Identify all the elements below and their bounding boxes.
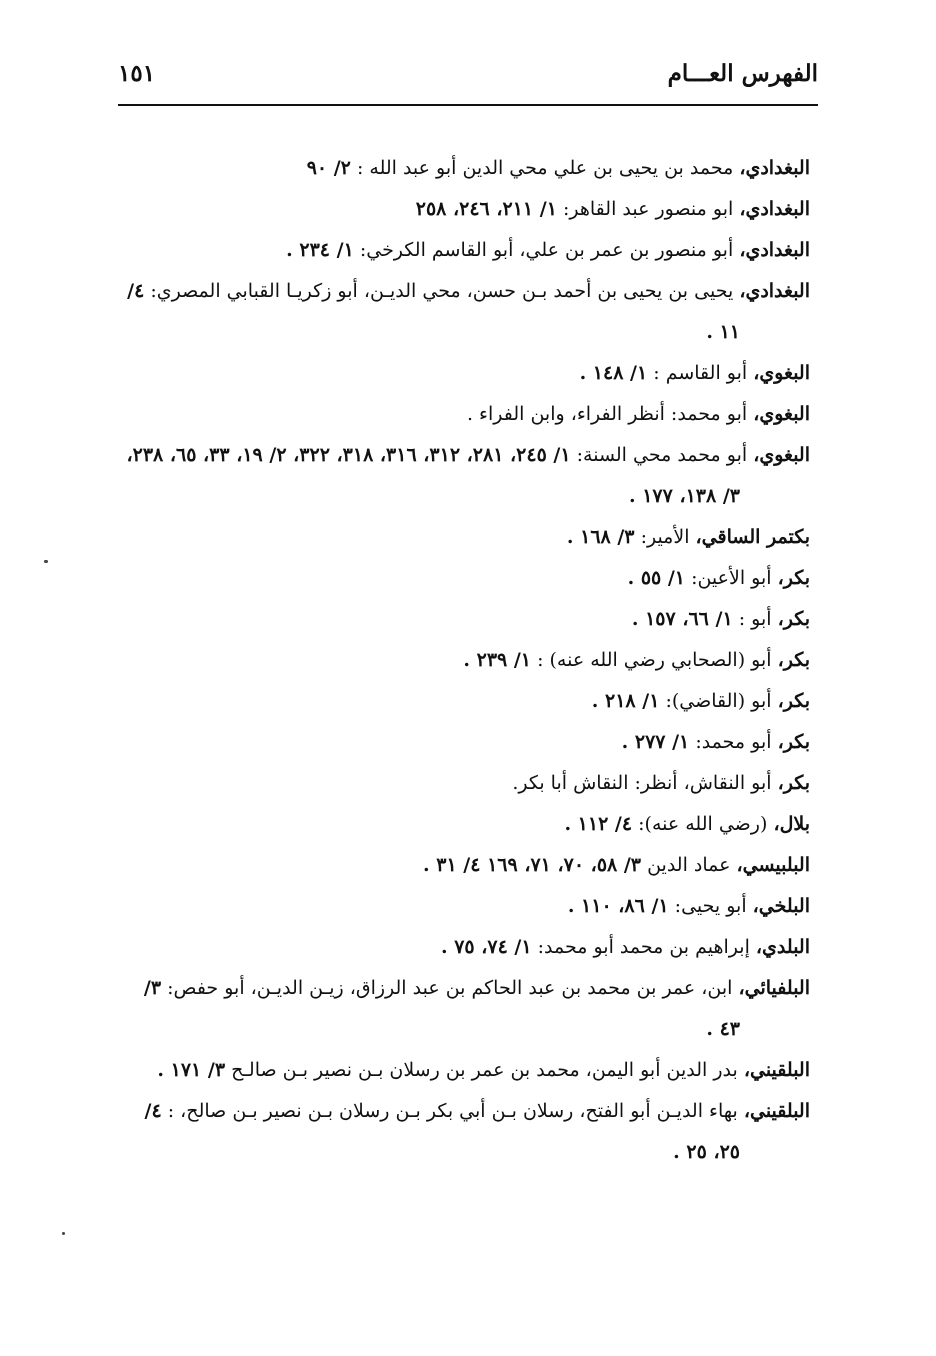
entry-name: البغوي، bbox=[753, 444, 810, 466]
entry-description: أبو القاسم : bbox=[653, 362, 748, 384]
index-entry bbox=[118, 640, 810, 681]
print-speck bbox=[62, 1232, 65, 1235]
header-rule bbox=[118, 104, 818, 106]
entry-references: ١/ ٥٥ . bbox=[627, 567, 686, 589]
entry-description: أبو يحيى: bbox=[674, 895, 747, 917]
entry-name: بكر، bbox=[777, 731, 810, 753]
entry-name: بكر، bbox=[777, 649, 810, 671]
index-entry bbox=[118, 599, 810, 640]
entry-name: بكر، bbox=[777, 772, 810, 794]
index-entry bbox=[118, 968, 810, 1050]
entry-references: ١/ ٨٦، ١١٠ . bbox=[567, 895, 669, 917]
entry-references: ٣/ ٥٨، ٧٠، ٧١، ١٦٩ ٤/ ٣١ . bbox=[423, 854, 642, 876]
entry-references: ١/ ٢٣٤ . bbox=[286, 239, 354, 261]
entry-name: البغوي، bbox=[753, 362, 810, 384]
running-title: الفهرس العـــام bbox=[667, 60, 818, 87]
index-entry bbox=[118, 722, 810, 763]
entry-description: محمد بن يحيى بن علي محي الدين أبو عبد الله : bbox=[356, 157, 734, 179]
index-entry bbox=[118, 763, 810, 804]
entry-name: البلفيائي، bbox=[738, 977, 810, 999]
entry-description: بهاء الديـن أبو الفتح، رسلان بـن أبي بكر بـن رسلان بـن نصير بـن صالح، : bbox=[167, 1100, 738, 1122]
entry-description: ابن، عمر بن محمد بن عبد الحاكم بن عبد الرزاق، زيـن الديـن، أبو حفص: bbox=[167, 977, 733, 999]
entry-name: البلقيني، bbox=[743, 1100, 810, 1122]
page-number: ١٥١ bbox=[118, 60, 156, 87]
print-speck bbox=[44, 560, 48, 563]
index-entry bbox=[118, 1050, 810, 1091]
entry-name: البغدادي، bbox=[739, 239, 810, 261]
entry-name: البلقيني، bbox=[743, 1059, 810, 1081]
entry-description: أبو الأعين: bbox=[691, 567, 772, 589]
entry-description: أبو محمد: bbox=[695, 731, 772, 753]
index-entry bbox=[118, 148, 810, 189]
index-entry bbox=[118, 517, 810, 558]
entry-name: البلبيسي، bbox=[736, 854, 810, 876]
entry-references: ٣/ ١٧١ . bbox=[157, 1059, 226, 1081]
index-entry bbox=[118, 558, 810, 599]
entry-references: ٣/ ١٦٨ . bbox=[566, 526, 635, 548]
index-entry bbox=[118, 189, 810, 230]
entry-description: عماد الدين bbox=[647, 854, 731, 876]
entry-description: الأمير: bbox=[640, 526, 690, 548]
entry-description: أبو (القاضي): bbox=[665, 690, 772, 712]
entry-description: (رضي الله عنه): bbox=[638, 813, 768, 835]
index-entry bbox=[118, 1091, 810, 1173]
entry-name: بكر، bbox=[777, 567, 810, 589]
entry-name: البغدادي، bbox=[739, 198, 810, 220]
entry-name: البغدادي، bbox=[739, 280, 810, 302]
index-entry bbox=[118, 230, 810, 271]
index-entry bbox=[118, 886, 810, 927]
entry-description: بدر الدين أبو اليمن، محمد بن عمر بن رسلان بـن نصير بـن صالـح bbox=[231, 1059, 738, 1081]
entry-references: ١/ ٧٤، ٧٥ . bbox=[440, 936, 532, 958]
entry-description: أبو محمد محي السنة: bbox=[576, 444, 748, 466]
entry-references: ١/ ٢١٨ . bbox=[591, 690, 660, 712]
entry-description: أبو محمد: أنظر الفراء، وابن الفراء . bbox=[466, 403, 748, 425]
index-entry bbox=[118, 927, 810, 968]
entry-references: ١/ ٦٦، ١٥٧ . bbox=[631, 608, 733, 630]
index-entry bbox=[118, 271, 810, 353]
entry-references: ١/ ١٤٨ . bbox=[579, 362, 648, 384]
entry-description: إبراهيم بن محمد أبو محمد: bbox=[537, 936, 750, 958]
index-entries bbox=[118, 148, 810, 1173]
entry-description: أبو النقاش، أنظر: النقاش أبا بكر. bbox=[512, 772, 772, 794]
entry-name: بكر، bbox=[777, 690, 810, 712]
index-entry bbox=[118, 353, 810, 394]
entry-references: ١/ ٢٣٩ . bbox=[463, 649, 532, 671]
entry-references: ٣/ ٤٣ . bbox=[143, 977, 740, 1040]
page-header bbox=[118, 58, 818, 94]
index-entry bbox=[118, 681, 810, 722]
index-entry bbox=[118, 804, 810, 845]
entry-references: ١/ ٢٧٧ . bbox=[621, 731, 690, 753]
entry-name: بكتمر الساقي، bbox=[695, 526, 810, 548]
entry-description: أبو (الصحابي رضي الله عنه) : bbox=[537, 649, 772, 671]
entry-references: ١/ ٢١١، ٢٤٦، ٢٥٨ bbox=[415, 198, 557, 220]
entry-description: أبو منصور بن عمر بن علي، أبو القاسم الكرخي: bbox=[359, 239, 734, 261]
entry-references: ١/ ٢٤٥، ٢٨١، ٣١٢، ٣١٦، ٣١٨، ٣٢٢، ٢/ ١٩، ٣٣، ٦٥، ٢٣٨، ٣/ ١٣٨، ١٧٧ . bbox=[126, 444, 740, 507]
entry-name: البلدي، bbox=[755, 936, 810, 958]
entry-references: ٤/ ٢٥، ٢٥ . bbox=[144, 1100, 740, 1163]
entry-name: بلال، bbox=[773, 813, 810, 835]
entry-description: أبو : bbox=[738, 608, 772, 630]
entry-name: بكر، bbox=[777, 608, 810, 630]
entry-references: ٤/ ١١ . bbox=[127, 280, 740, 343]
entry-description: يحيى بن يحيى بن أحمد بـن حسن، محي الديـن، أبو زكريـا القبابي المصري: bbox=[150, 280, 734, 302]
entry-name: البغوي، bbox=[753, 403, 810, 425]
entry-references: ٢/ ٩٠ bbox=[306, 157, 351, 179]
index-entry bbox=[118, 394, 810, 435]
entry-name: البلخي، bbox=[752, 895, 810, 917]
entry-name: البغدادي، bbox=[739, 157, 810, 179]
index-entry bbox=[118, 845, 810, 886]
index-entry bbox=[118, 435, 810, 517]
entry-description: ابو منصور عبد القاهر: bbox=[562, 198, 734, 220]
entry-references: ٤/ ١١٢ . bbox=[564, 813, 633, 835]
